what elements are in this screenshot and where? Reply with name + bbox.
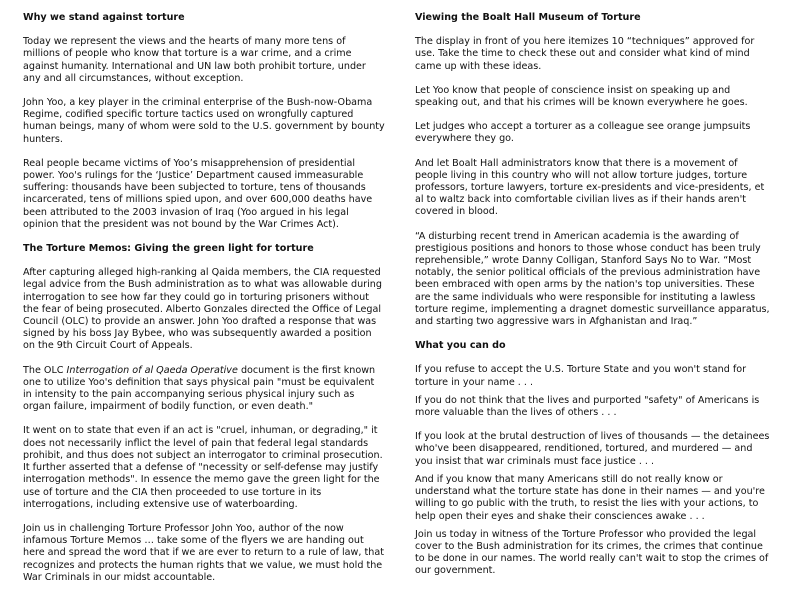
paragraph-real-people: Real people became victims of Yoo’s misapprehension of presidential power. Yoo's rulings for the ‘Justice’ Department caused immeasurable suffering: thousands have been subjected to torture, tens of thousands incarcerated, tens of millions spied upon, and over 600,000 deaths have been attributed to the 2003 invasion of Iraq (Yoo argued in his legal opinion that the president was not bound by the War Crimes Act). (23, 157, 373, 230)
paragraph-it-went-on: It went on to state that even if an act is "cruel, inhuman, or degrading," it does not necessarily inflict the level of pain that federal legal standards prohibit, and thus does not subject an interrogator to criminal prosecution. It further asserted that a defense of "necessity or self-defense may justify interrogation methods". In essence the memo gave the green light for the use of torture and the CIA then proceeded to use torture in its interrogations, including extensive use of waterboarding. (23, 425, 383, 510)
olc-document-rest: document is the first known one to utilize Yoo's definition that says physical pain "must be equivalent in intensity to the pain accompanying serious physical injury such as organ failure, impairment of bodily function, or even death." (23, 364, 376, 413)
paragraph-if-you-look: If you look at the brutal destruction of lives of thousands — the detainees who've been disappeared, renditioned, tortured, and murdered — and you insist that war criminals must face justice . . . (415, 431, 770, 467)
heading-museum-of-torture: Viewing the Boalt Hall Museum of Torture (415, 12, 641, 23)
paragraph-olc-document (23, 365, 385, 414)
paragraph-if-you-do-not-think: If you do not think that the lives and purported "safety" of Americans is more valuable than the lives of others . . . (415, 394, 760, 419)
olc-document-title: Interrogation of al Qaeda Operative (66, 364, 238, 376)
quote-danny-colligan: “A disturbing recent trend in American academia is the awarding of prestigious positions and honors to those whose conduct has been truly reprehensible,” wrote Danny Colligan, Stanford Says No to War. “Most notably, the senior political officials of the previous administration have been embraced with open arms by the nation's top universities. These are the same individuals who were responsible for instituting a lawless torture regime, implementing a dragnet domestic surveillance apparatus, and starting two aggressive wars in Afghanistan and Iraq.” (415, 230, 770, 328)
heading-why-we-stand: Why we stand against torture (23, 12, 185, 23)
heading-torture-memos: The Torture Memos: Giving the green light for torture (23, 243, 314, 255)
left-column (23, 12, 385, 596)
olc-document-intro: The OLC (23, 364, 67, 376)
paragraph-intro: Today we represent the views and the hearts of many more tens of millions of people who know that torture is a war crime, and a crime against humanity. International and UN law both prohibit torture, under any and all circumstances, without exception. (23, 36, 366, 84)
paragraph-after-capturing: After capturing alleged high-ranking al Qaida members, the CIA requested legal advice from the Bush administration as to what was allowable during interrogation to see how far they could go in torturing prisoners without the fear of being prosecuted. Alberto Gonzales directed the Office of Legal Council (OLC) to provide an answer. John Yoo drafted a response that was signed by his boss Jay Bybee, who was subsequently awarded a position on the 9th Circuit Court of Appeals. (23, 267, 382, 352)
right-column (415, 12, 773, 590)
heading-what-you-can-do: What you can do (415, 340, 506, 352)
paragraph-join-us-challenge: Join us in challenging Torture Professor John Yoo, author of the now infamous Torture Memos … take some of the flyers we are handing out here and spread the word that if we are ever to return to a rule of law, that recognizes and protects the human rights that we value, we must hold the War Criminals in our midst accountable. (23, 522, 384, 583)
paragraph-if-you-know: And if you know that many Americans still do not really know or understand what the torture state has done in their names — and you're willing to go public with the truth, to resist the lies with your actions, to help open their eyes and shake their consciences awake . . . (415, 473, 765, 522)
paragraph-if-you-refuse: If you refuse to accept the U.S. Torture State and you won't stand for torture in your name . . . (415, 364, 747, 388)
paragraph-let-administrators: And let Boalt Hall administrators know that there is a movement of people living in this country who will not allow torture judges, torture professors, torture lawyers, torture ex-presidents and vice-presidents, et al to waltz back into comfortable civilian lives as if their hands aren't covered in blood. (415, 157, 765, 218)
paragraph-john-yoo: John Yoo, a key player in the criminal enterprise of the Bush-now-Obama Regime, codified specific torture tactics used on wrongfully captured human beings, many of whom were sold to the U.S. government by bounty hunters. (23, 97, 385, 145)
paragraph-let-yoo-know: Let Yoo know that people of conscience insist on speaking up and speaking out, and that his crimes will be known everywhere he goes. (415, 84, 748, 109)
paragraph-let-judges: Let judges who accept a torturer as a colleague see orange jumpsuits everywhere they go. (415, 121, 751, 145)
paragraph-display: The display in front of you here itemizes 10 “techniques” approved for use. Take the time to check these out and consider what kind of mind came up with these ideas. (415, 36, 755, 72)
paragraph-join-us-today: Join us today in witness of the Torture Professor who provided the legal cover to the Bush administration for its crimes, the crimes that continue to be done in our names. The world really can't wait to stop the crimes of our government. (415, 528, 769, 577)
